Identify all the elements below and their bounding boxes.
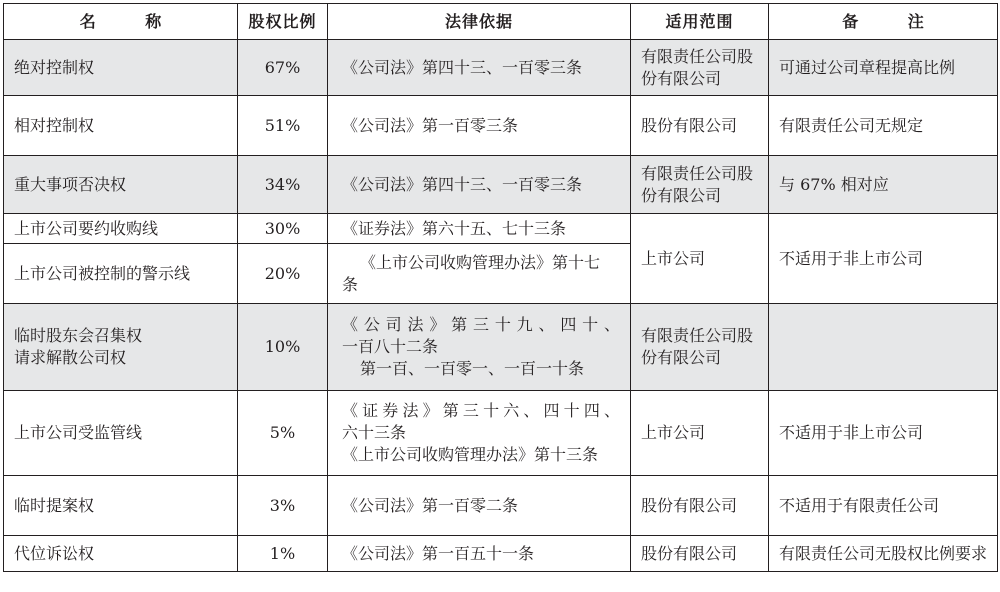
cell-note: 与 67% 相对应: [769, 156, 998, 214]
cell-name: [4, 304, 238, 391]
cell-scope: 股份有限公司: [631, 96, 769, 156]
cell-law: 《公司法》第一百五十一条: [328, 536, 631, 572]
cell-name: 上市公司要约收购线: [4, 214, 238, 244]
cell-name: 上市公司被控制的警示线: [4, 244, 238, 304]
cell-ratio: 1%: [238, 536, 328, 572]
law-line: 第一百、一百零一、一百一十条: [360, 359, 585, 378]
scope-line: 有限责任公司股: [641, 46, 754, 66]
header-note: 备 注: [769, 4, 998, 40]
header-ratio: 股权比例: [238, 4, 328, 40]
cell-law: [328, 304, 631, 391]
cell-scope: 上市公司: [631, 391, 769, 476]
cell-law: 《公司法》第四十三、一百零三条: [328, 40, 631, 96]
table-row: [4, 214, 998, 244]
table-row: [4, 391, 998, 476]
table-row: [4, 536, 998, 572]
law-line: 《上市公司收购管理办法》第十三条: [342, 445, 599, 464]
cell-scope: 股份有限公司: [631, 476, 769, 536]
cell-name: 相对控制权: [4, 96, 238, 156]
scope-line: 份有限公司: [641, 185, 722, 205]
table-row: [4, 40, 998, 96]
cell-scope: 股份有限公司: [631, 536, 769, 572]
cell-ratio: 34%: [238, 156, 328, 214]
header-scope: 适用范围: [631, 4, 769, 40]
table-row: [4, 156, 998, 214]
cell-note: 不适用于有限责任公司: [769, 476, 998, 536]
cell-scope-merged: 上市公司: [631, 214, 769, 304]
cell-note: [769, 304, 998, 391]
table-row: [4, 476, 998, 536]
scope-line: 份有限公司: [641, 68, 722, 88]
cell-ratio: 3%: [238, 476, 328, 536]
scope-line: 份有限公司: [641, 348, 722, 367]
cell-note: 可通过公司章程提高比例: [769, 40, 998, 96]
law-line: 《上市公司收购管理办法》第十七: [360, 252, 601, 272]
cell-ratio: 51%: [238, 96, 328, 156]
cell-ratio: 20%: [238, 244, 328, 304]
cell-note: 不适用于非上市公司: [769, 391, 998, 476]
law-line: 《证券法》第三十六、四十四、: [342, 401, 620, 420]
cell-scope: [631, 156, 769, 214]
cell-law: 《证券法》第六十五、七十三条: [328, 214, 631, 244]
cell-law: [328, 244, 631, 304]
scope-line: 有限责任公司股: [641, 163, 754, 183]
equity-threshold-table: [3, 3, 998, 572]
law-line: 《公司法》第三十九、四十、: [342, 315, 620, 334]
cell-name: 绝对控制权: [4, 40, 238, 96]
cell-note: 有限责任公司无股权比例要求: [769, 536, 998, 572]
table-row: [4, 304, 998, 391]
header-row: [4, 4, 998, 40]
cell-ratio: 10%: [238, 304, 328, 391]
law-line: 条: [342, 274, 359, 294]
cell-law: [328, 391, 631, 476]
law-line: 六十三条: [342, 423, 407, 442]
cell-name: 临时提案权: [4, 476, 238, 536]
cell-ratio: 5%: [238, 391, 328, 476]
scope-line: 有限责任公司股: [641, 326, 754, 345]
cell-note-merged: 不适用于非上市公司: [769, 214, 998, 304]
table-row: [4, 96, 998, 156]
cell-ratio: 67%: [238, 40, 328, 96]
law-line: 一百八十二条: [342, 337, 439, 356]
cell-ratio: 30%: [238, 214, 328, 244]
cell-law: 《公司法》第四十三、一百零三条: [328, 156, 631, 214]
cell-name: 上市公司受监管线: [4, 391, 238, 476]
cell-scope: [631, 304, 769, 391]
header-name: 名 称: [4, 4, 238, 40]
name-line: 请求解散公司权: [14, 348, 127, 367]
name-line: 临时股东会召集权: [14, 326, 143, 345]
cell-name: 重大事项否决权: [4, 156, 238, 214]
cell-law: 《公司法》第一百零二条: [328, 476, 631, 536]
cell-scope: [631, 40, 769, 96]
cell-law: 《公司法》第一百零三条: [328, 96, 631, 156]
header-law: 法律依据: [328, 4, 631, 40]
cell-name: 代位诉讼权: [4, 536, 238, 572]
cell-note: 有限责任公司无规定: [769, 96, 998, 156]
